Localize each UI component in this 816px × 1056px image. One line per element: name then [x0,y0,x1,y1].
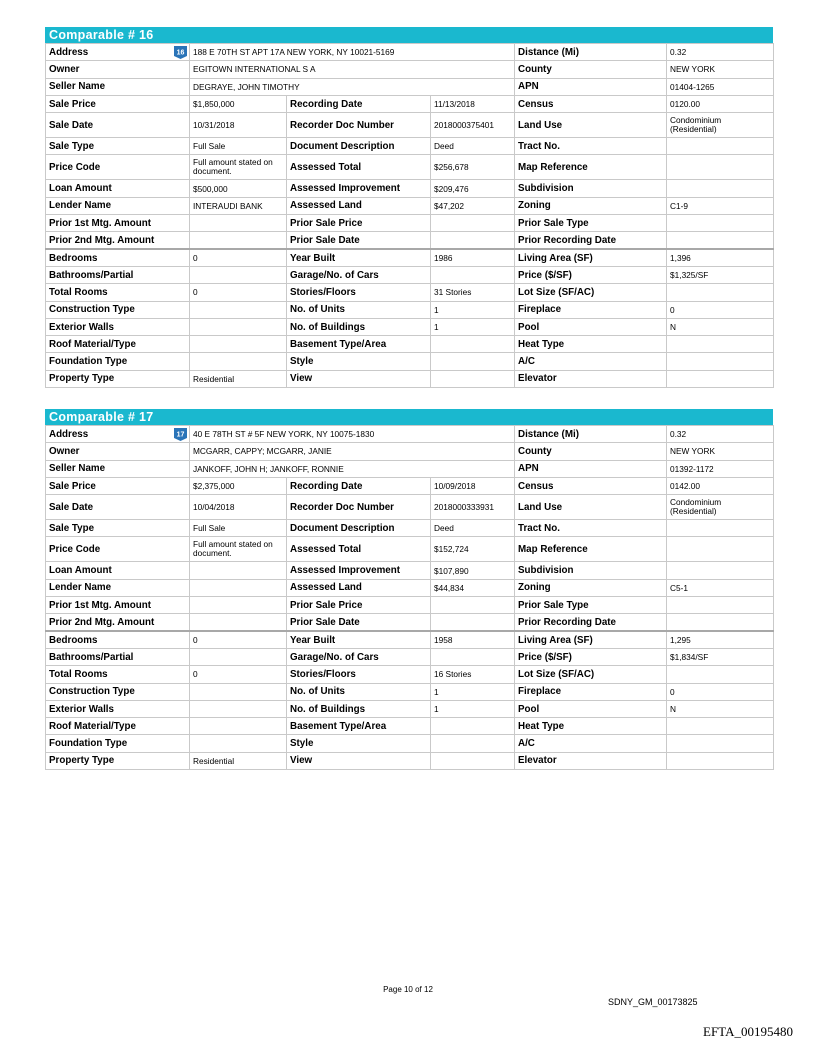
prior-sale-date-value [431,232,515,249]
loan-amount-label: Loan Amount [46,562,190,579]
stories-label: Stories/Floors [287,284,431,301]
lot-size-value [667,666,774,683]
county-value: NEW YORK [667,443,774,460]
roof-material-label: Roof Material/Type [46,718,190,735]
stories-value: 16 Stories [431,666,515,683]
prior-2nd-mtg-value [190,614,287,631]
property-type-value: Residential [190,752,287,769]
view-value [431,752,515,769]
prior-1st-mtg-value [190,597,287,614]
distance-value: 0.32 [667,44,774,61]
apn-value: 01392-1172 [667,460,774,477]
prior-sale-type-label: Prior Sale Type [515,597,667,614]
basement-value [431,718,515,735]
fireplace-label: Fireplace [515,683,667,700]
land-use-label: Land Use [515,113,667,138]
comparable-17-table [45,425,774,770]
prior-sale-price-value [431,215,515,232]
prior-sale-price-label: Prior Sale Price [287,215,431,232]
recorder-doc-number-label: Recorder Doc Number [287,113,431,138]
owner-value: EGITOWN INTERNATIONAL S A [190,61,515,78]
lender-name-label: Lender Name [46,579,190,596]
owner-value: MCGARR, CAPPY; MCGARR, JANIE [190,443,515,460]
distance-value: 0.32 [667,426,774,443]
county-label: County [515,443,667,460]
basement-label: Basement Type/Area [287,336,431,353]
foundation-type-label: Foundation Type [46,735,190,752]
county-value: NEW YORK [667,61,774,78]
map-reference-value [667,537,774,562]
census-label: Census [515,477,667,494]
no-of-units-value: 1 [431,683,515,700]
recording-date-label: Recording Date [287,477,431,494]
apn-label: APN [515,460,667,477]
assessed-total-label: Assessed Total [287,155,431,180]
pool-label: Pool [515,318,667,335]
tract-no-value [667,138,774,155]
living-area-label: Living Area (SF) [515,249,667,266]
living-area-label: Living Area (SF) [515,631,667,648]
lot-size-value [667,284,774,301]
heat-type-label: Heat Type [515,336,667,353]
property-type-value: Residential [190,370,287,387]
year-built-label: Year Built [287,631,431,648]
roof-material-value [190,718,287,735]
map-reference-label: Map Reference [515,537,667,562]
prior-1st-mtg-label: Prior 1st Mtg. Amount [46,597,190,614]
apn-label: APN [515,78,667,95]
tract-no-value [667,520,774,537]
page-number: Page 10 of 12 [383,985,433,994]
ac-value [667,735,774,752]
price-per-sf-value: $1,325/SF [667,266,774,283]
price-code-label: Price Code [46,537,190,562]
basement-value [431,336,515,353]
no-of-buildings-value: 1 [431,318,515,335]
assessed-land-label: Assessed Land [287,197,431,214]
no-of-buildings-label: No. of Buildings [287,318,431,335]
view-value [431,370,515,387]
bathrooms-label: Bathrooms/Partial [46,648,190,665]
assessed-land-value: $44,834 [431,579,515,596]
price-per-sf-label: Price ($/SF) [515,266,667,283]
assessed-improvement-value: $209,476 [431,180,515,197]
assessed-total-label: Assessed Total [287,537,431,562]
lot-size-label: Lot Size (SF/AC) [515,284,667,301]
elevator-label: Elevator [515,370,667,387]
sale-price-label: Sale Price [46,95,190,112]
assessed-land-label: Assessed Land [287,579,431,596]
sale-price-value: $2,375,000 [190,477,287,494]
prior-sale-price-label: Prior Sale Price [287,597,431,614]
subdivision-label: Subdivision [515,562,667,579]
zoning-value: C5-1 [667,579,774,596]
tract-no-label: Tract No. [515,520,667,537]
bathrooms-value [190,648,287,665]
apn-value: 01404-1265 [667,78,774,95]
address-value: 188 E 70TH ST APT 17A NEW YORK, NY 10021-5169 [190,44,515,61]
prior-recording-date-label: Prior Recording Date [515,614,667,631]
prior-sale-date-label: Prior Sale Date [287,232,431,249]
stories-value: 31 Stories [431,284,515,301]
bathrooms-label: Bathrooms/Partial [46,266,190,283]
prior-sale-type-value [667,597,774,614]
view-label: View [287,752,431,769]
price-per-sf-label: Price ($/SF) [515,648,667,665]
distance-label: Distance (Mi) [515,426,667,443]
year-built-value: 1958 [431,631,515,648]
address-label: Address 17 [46,426,190,443]
loan-amount-label: Loan Amount [46,180,190,197]
map-marker-number: 17 [176,431,185,439]
prior-recording-date-value [667,232,774,249]
total-rooms-value: 0 [190,666,287,683]
living-area-value: 1,396 [667,249,774,266]
prior-sale-date-value [431,614,515,631]
sale-date-value: 10/31/2018 [190,113,287,138]
ac-label: A/C [515,735,667,752]
owner-label: Owner [46,61,190,78]
bedrooms-value: 0 [190,249,287,266]
census-value: 0142.00 [667,477,774,494]
map-marker-icon [174,46,187,59]
total-rooms-label: Total Rooms [46,666,190,683]
sale-type-value: Full Sale [190,520,287,537]
property-type-label: Property Type [46,370,190,387]
prior-sale-price-value [431,597,515,614]
lender-name-value: INTERAUDI BANK [190,197,287,214]
garage-value [431,648,515,665]
sale-price-value: $1,850,000 [190,95,287,112]
prior-2nd-mtg-label: Prior 2nd Mtg. Amount [46,232,190,249]
garage-label: Garage/No. of Cars [287,266,431,283]
seller-name-value: DEGRAYE, JOHN TIMOTHY [190,78,515,95]
fireplace-value: 0 [667,301,774,318]
assessed-total-value: $152,724 [431,537,515,562]
exterior-walls-label: Exterior Walls [46,318,190,335]
assessed-improvement-label: Assessed Improvement [287,180,431,197]
bedrooms-value: 0 [190,631,287,648]
sale-type-label: Sale Type [46,520,190,537]
sale-type-value: Full Sale [190,138,287,155]
assessed-land-value: $47,202 [431,197,515,214]
comparable-16-title: Comparable # 16 [45,27,773,43]
assessed-improvement-label: Assessed Improvement [287,562,431,579]
loan-amount-value [190,562,287,579]
map-marker-number: 16 [176,49,185,57]
zoning-label: Zoning [515,197,667,214]
roof-material-value [190,336,287,353]
lender-name-label: Lender Name [46,197,190,214]
subdivision-value [667,562,774,579]
sale-date-label: Sale Date [46,495,190,520]
fireplace-value: 0 [667,683,774,700]
basement-label: Basement Type/Area [287,718,431,735]
style-value [431,353,515,370]
census-value: 0120.00 [667,95,774,112]
recording-date-value: 11/13/2018 [431,95,515,112]
sale-date-value: 10/04/2018 [190,495,287,520]
exterior-walls-value [190,318,287,335]
construction-type-label: Construction Type [46,301,190,318]
recorder-doc-number-label: Recorder Doc Number [287,495,431,520]
roof-material-label: Roof Material/Type [46,336,190,353]
lot-size-label: Lot Size (SF/AC) [515,666,667,683]
prior-sale-date-label: Prior Sale Date [287,614,431,631]
seller-name-label: Seller Name [46,460,190,477]
sale-date-label: Sale Date [46,113,190,138]
view-label: View [287,370,431,387]
heat-type-value [667,718,774,735]
comparable-16-table [45,43,774,388]
heat-type-value [667,336,774,353]
recorder-doc-number-value: 2018000333931 [431,495,515,520]
prior-2nd-mtg-value [190,232,287,249]
loan-amount-value: $500,000 [190,180,287,197]
style-label: Style [287,735,431,752]
fireplace-label: Fireplace [515,301,667,318]
prior-1st-mtg-value [190,215,287,232]
efta-number: EFTA_00195480 [703,1024,793,1039]
ac-value [667,353,774,370]
lender-name-value [190,579,287,596]
recorder-doc-number-value: 2018000375401 [431,113,515,138]
map-marker-icon [174,428,187,441]
bedrooms-label: Bedrooms [46,631,190,648]
sale-price-label: Sale Price [46,477,190,494]
foundation-type-label: Foundation Type [46,353,190,370]
zoning-label: Zoning [515,579,667,596]
map-reference-label: Map Reference [515,155,667,180]
address-label: Address 16 [46,44,190,61]
stories-label: Stories/Floors [287,666,431,683]
property-type-label: Property Type [46,752,190,769]
no-of-units-label: No. of Units [287,683,431,700]
price-code-value: Full amount stated on document. [190,155,287,180]
census-label: Census [515,95,667,112]
exterior-walls-value [190,700,287,717]
document-description-label: Document Description [287,138,431,155]
comparable-16-section [45,27,773,388]
elevator-label: Elevator [515,752,667,769]
pool-label: Pool [515,700,667,717]
sale-type-label: Sale Type [46,138,190,155]
distance-label: Distance (Mi) [515,44,667,61]
garage-value [431,266,515,283]
assessed-improvement-value: $107,890 [431,562,515,579]
price-code-value: Full amount stated on document. [190,537,287,562]
elevator-value [667,370,774,387]
style-label: Style [287,353,431,370]
subdivision-label: Subdivision [515,180,667,197]
document-description-value: Deed [431,138,515,155]
foundation-type-value [190,735,287,752]
living-area-value: 1,295 [667,631,774,648]
zoning-value: C1-9 [667,197,774,214]
seller-name-label: Seller Name [46,78,190,95]
bates-number: SDNY_GM_00173825 [608,997,698,1007]
garage-label: Garage/No. of Cars [287,648,431,665]
comparable-17-title: Comparable # 17 [45,409,773,425]
bedrooms-label: Bedrooms [46,249,190,266]
owner-label: Owner [46,443,190,460]
land-use-value: Condominium (Residential) [667,113,774,138]
land-use-label: Land Use [515,495,667,520]
heat-type-label: Heat Type [515,718,667,735]
document-description-value: Deed [431,520,515,537]
no-of-units-label: No. of Units [287,301,431,318]
recording-date-value: 10/09/2018 [431,477,515,494]
pool-value: N [667,700,774,717]
ac-label: A/C [515,353,667,370]
foundation-type-value [190,353,287,370]
total-rooms-value: 0 [190,284,287,301]
price-per-sf-value: $1,834/SF [667,648,774,665]
no-of-buildings-value: 1 [431,700,515,717]
assessed-total-value: $256,678 [431,155,515,180]
prior-recording-date-value [667,614,774,631]
price-code-label: Price Code [46,155,190,180]
prior-sale-type-value [667,215,774,232]
subdivision-value [667,180,774,197]
county-label: County [515,61,667,78]
address-value: 40 E 78TH ST # 5F NEW YORK, NY 10075-1830 [190,426,515,443]
construction-type-label: Construction Type [46,683,190,700]
no-of-buildings-label: No. of Buildings [287,700,431,717]
map-reference-value [667,155,774,180]
land-use-value: Condominium (Residential) [667,495,774,520]
recording-date-label: Recording Date [287,95,431,112]
exterior-walls-label: Exterior Walls [46,700,190,717]
comparable-17-section [45,409,773,770]
seller-name-value: JANKOFF, JOHN H; JANKOFF, RONNIE [190,460,515,477]
bathrooms-value [190,266,287,283]
pool-value: N [667,318,774,335]
document-description-label: Document Description [287,520,431,537]
construction-type-value [190,301,287,318]
elevator-value [667,752,774,769]
style-value [431,735,515,752]
prior-1st-mtg-label: Prior 1st Mtg. Amount [46,215,190,232]
year-built-value: 1986 [431,249,515,266]
no-of-units-value: 1 [431,301,515,318]
year-built-label: Year Built [287,249,431,266]
prior-sale-type-label: Prior Sale Type [515,215,667,232]
prior-2nd-mtg-label: Prior 2nd Mtg. Amount [46,614,190,631]
prior-recording-date-label: Prior Recording Date [515,232,667,249]
total-rooms-label: Total Rooms [46,284,190,301]
tract-no-label: Tract No. [515,138,667,155]
construction-type-value [190,683,287,700]
